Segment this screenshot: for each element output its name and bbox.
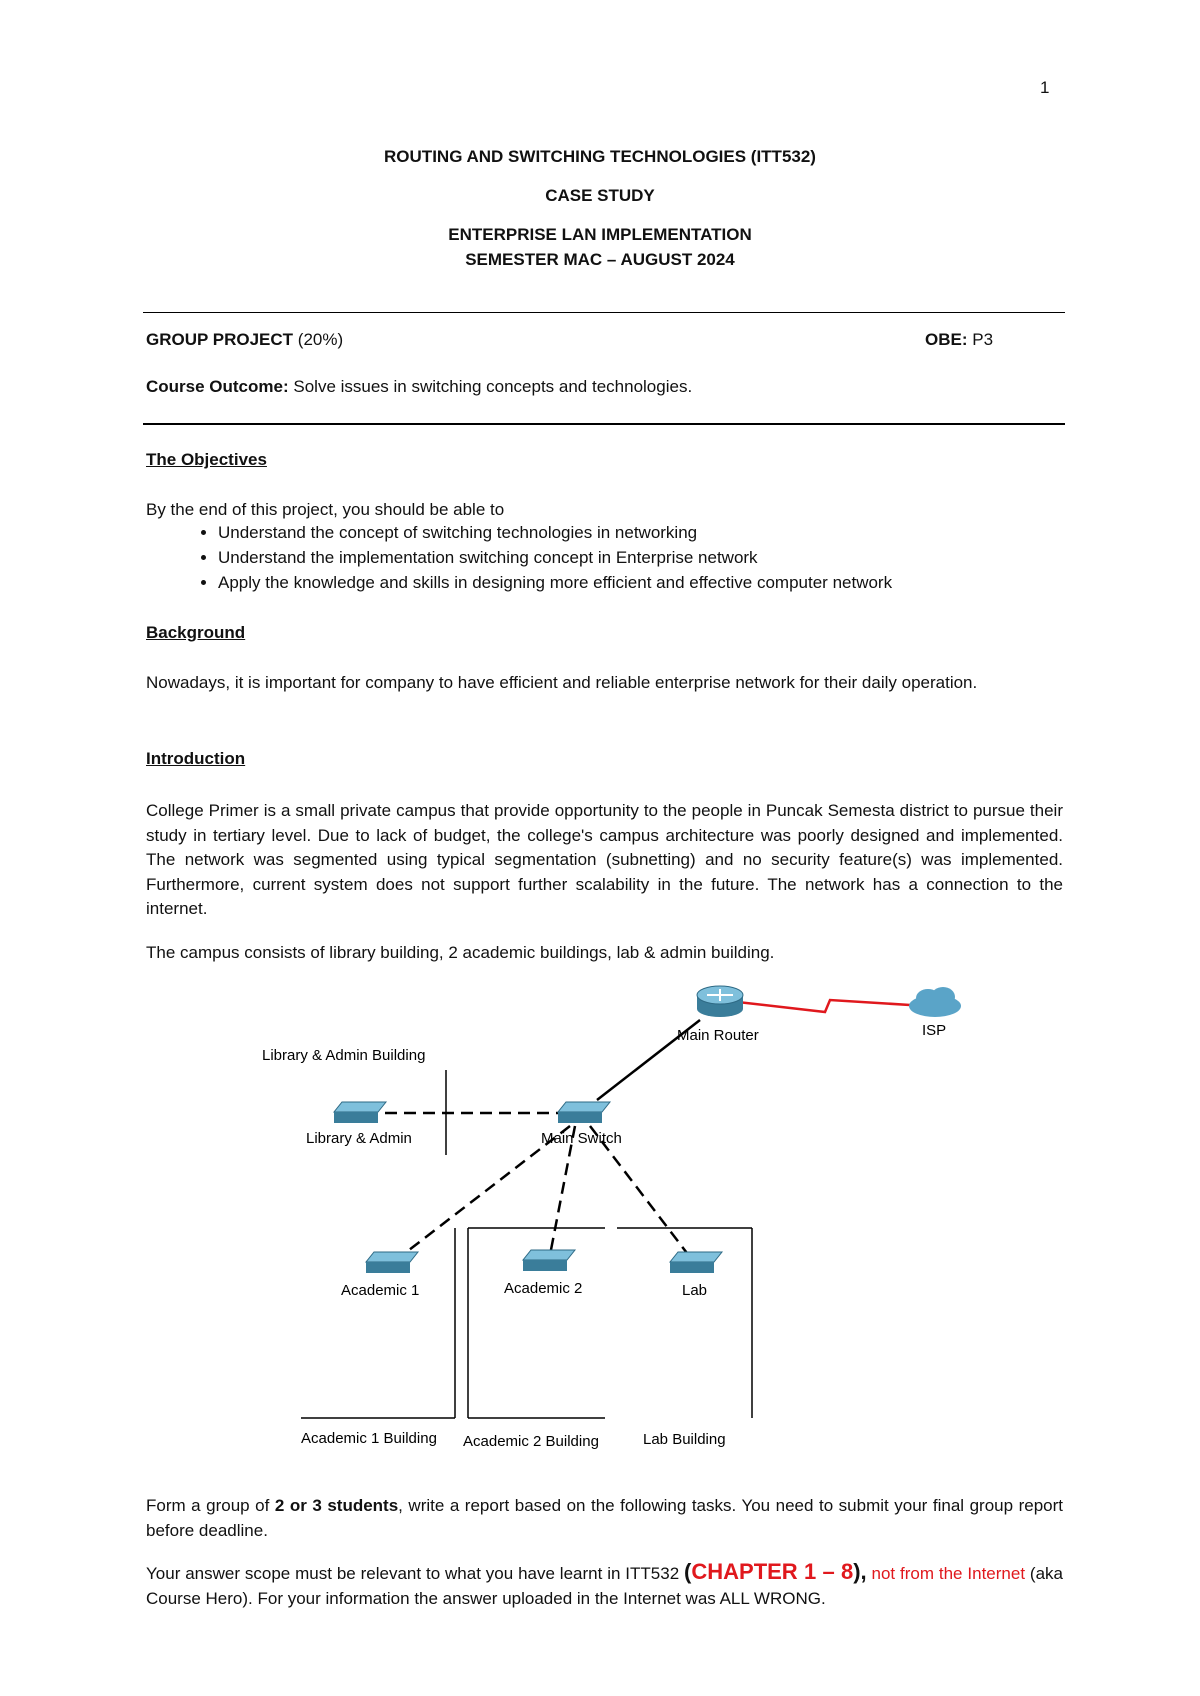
paren-close: ), (853, 1559, 867, 1584)
switch-icon (558, 1102, 610, 1123)
academic2-building-label: Academic 2 Building (463, 1433, 599, 1450)
lab-building-label: Lab Building (643, 1431, 726, 1448)
switch-icon (334, 1102, 386, 1123)
academic1-label: Academic 1 (341, 1282, 420, 1299)
introduction-campus: The campus consists of library building, 2 academic buildings, lab & admin building. (146, 943, 775, 962)
library-building-label: Library & Admin Building (262, 1047, 426, 1064)
task-text: , write a report based on the following tasks. You need to submit your final group report before deadline. (146, 1496, 1063, 1540)
switch-icon (670, 1252, 722, 1273)
outcome-label: Course Outcome: (146, 377, 289, 396)
group-weight: (20%) (297, 330, 344, 349)
obe-value: P3 (972, 330, 994, 349)
outcome-text: Solve issues in switching concepts and technologies. (293, 377, 693, 396)
course-title: ROUTING AND SWITCHING TECHNOLOGIES (ITT532) (384, 147, 816, 166)
router-icon (697, 986, 743, 1017)
switch-icon (366, 1252, 418, 1273)
list-item: • Understand the implementation switching concept in Enterprise network (218, 545, 892, 570)
page-number: 1 (1040, 78, 1050, 97)
project-title: ENTERPRISE LAN IMPLEMENTATION (448, 225, 752, 244)
library-switch-label: Library & Admin (306, 1130, 412, 1147)
scope-paragraph (146, 1560, 1063, 1611)
scope-text: (aka Course Hero). For your information the answer uploaded in the Internet was ALL WRONG. (146, 1564, 1063, 1608)
doc-type: CASE STUDY (545, 186, 655, 205)
group-label: GROUP PROJECT (146, 330, 294, 349)
introduction-paragraph: College Primer is a small private campus that provide opportunity to the people in Puncak Semesta district to pursue their study in tertiary level. Due to lack of budget, the college's campus architecture was poorly designed and implemented. The network was segmented using typical segmentation (subnetting) and no security feature(s) was implemented. Furthermore, current system does not support further scalability in the future. The network has a connection to the internet. (146, 801, 1063, 918)
paren-open: ( (684, 1559, 692, 1584)
serial-link (720, 1000, 910, 1012)
lab-label: Lab (682, 1282, 708, 1299)
scope-text: Your answer scope must be relevant to what you have learnt in ITT532 (146, 1564, 685, 1583)
objectives-heading: The Objectives (146, 450, 267, 469)
objectives-intro: By the end of this project, you should be able to (146, 500, 505, 519)
obe-label: OBE: (925, 330, 968, 349)
group-size: 2 or 3 students (274, 1496, 399, 1515)
cloud-icon (909, 987, 961, 1017)
not-internet: not from the Internet (866, 1564, 1026, 1583)
isp-label: ISP (922, 1022, 947, 1039)
background-heading: Background (146, 623, 246, 642)
list-item: • Understand the concept of switching technologies in networking (218, 520, 892, 545)
switch-icon (523, 1250, 575, 1271)
academic1-building-label: Academic 1 Building (301, 1430, 437, 1447)
main-switch-label: Main Switch (541, 1130, 622, 1147)
list-item: • Apply the knowledge and skills in designing more efficient and effective computer network (218, 570, 892, 595)
chapter-range: CHAPTER 1 – 8 (691, 1559, 854, 1584)
task-text: Form a group of (146, 1496, 275, 1515)
semester: SEMESTER MAC – AUGUST 2024 (465, 250, 735, 269)
background-text: Nowadays, it is important for company to have efficient and reliable enterprise network for their daily operation. (146, 673, 978, 692)
task-paragraph (146, 1494, 1063, 1543)
main-router-label: Main Router (677, 1027, 759, 1044)
introduction-heading: Introduction (146, 749, 246, 768)
academic2-label: Academic 2 (504, 1280, 583, 1297)
